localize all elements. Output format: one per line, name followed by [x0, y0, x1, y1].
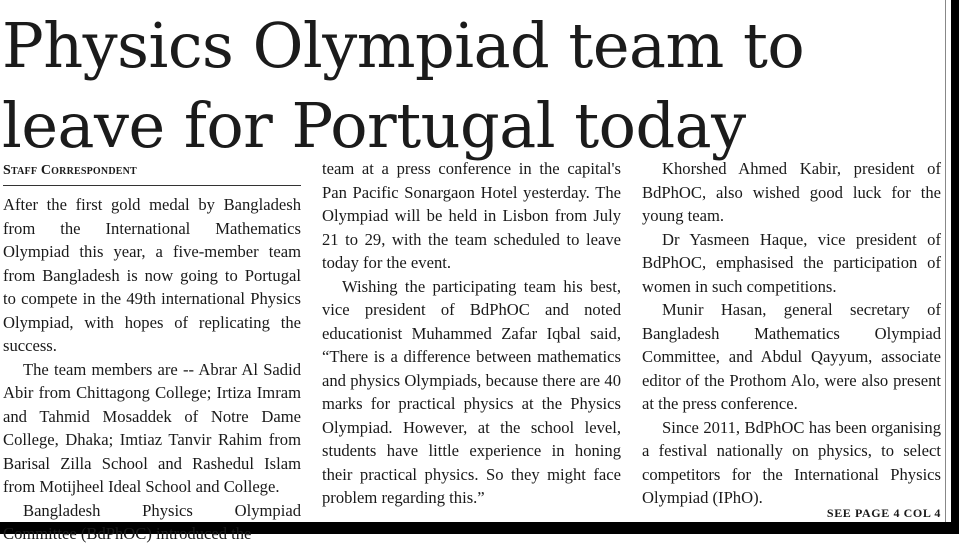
headline-line-1: Physics Olympiad team to: [2, 9, 805, 82]
paragraph: Wishing the participating team his best, vice president of BdPhOC and noted educationist Muhammed Zafar Iqbal said, “There is a difference between mathematics and physics Olympiads, because there are 40 marks for practical physics at the Physics Olympiad. However, at the school level, students have little experience in honing their practical physics. So they might face problem regarding this.”: [322, 276, 621, 507]
article-column-3: [642, 157, 941, 510]
byline-rule: [3, 185, 301, 186]
paragraph: Bangladesh Physics Olympiad Committee (BdPhOC) introduced the: [3, 500, 301, 543]
paragraph: After the first gold medal by Bangladesh from the International Mathematics Olympiad this year, a five-member team from Bangladesh is now going to Portugal to compete in the 49th international Physics Olympiad, with hopes of replicating the success.: [3, 195, 301, 355]
paragraph: Dr Yasmeen Haque, vice president of BdPhOC, emphasised the participation of women in such competitions.: [642, 229, 941, 296]
paragraph: The team members are -- Abrar Al Sadid Abir from Chittagong College; Irtiza Imram and Tahmid Mosaddek of Notre Dame College, Dhaka; Imtiaz Tanvir Rahim from Barisal Zilla School and Rashedul Islam from Motijheel Ideal School and College.: [3, 359, 301, 496]
column-rule: [945, 0, 946, 522]
paragraph: Munir Hasan, general secretary of Bangladesh Mathematics Olympiad Committee, and Abdul Qayyum, associate editor of the Prothom Alo, were also present at the press conference.: [642, 300, 941, 413]
page-border-right: [951, 0, 959, 534]
article-column-2: [322, 157, 621, 510]
headline: [2, 6, 942, 166]
headline-line-2: leave for Portugal today: [2, 89, 746, 162]
paragraph: Since 2011, BdPhOC has been organising a festival nationally on physics, to select competitors for the International Physics Olympiad (IPhO).: [642, 417, 941, 507]
article-column-1: [3, 193, 301, 546]
byline: Staff Correspondent: [3, 163, 137, 178]
paragraph: Khorshed Ahmed Kabir, president of BdPhOC, also wished good luck for the young team.: [642, 159, 941, 225]
continued-jump-line: SEE PAGE 4 COL 4: [826, 506, 941, 520]
paragraph: team at a press conference in the capital's Pan Pacific Sonargaon Hotel yesterday. The Olympiad will be held in Lisbon from July 21 to 29, with the team scheduled to leave today for the event.: [322, 159, 621, 272]
